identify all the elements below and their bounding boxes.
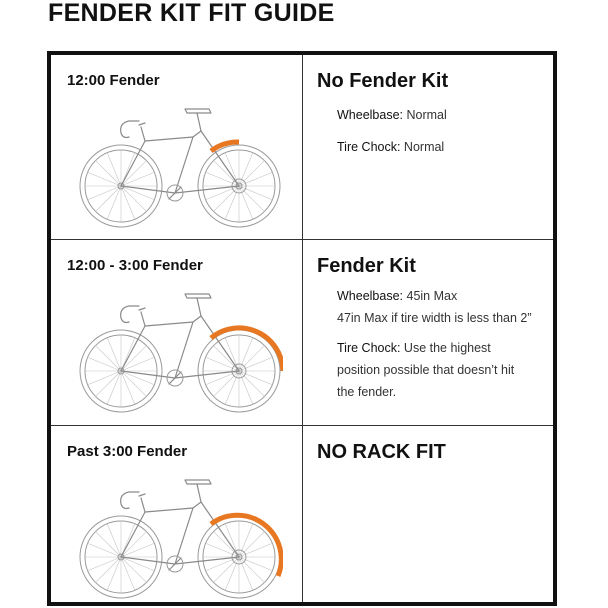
wheelbase-spec — [337, 104, 447, 126]
wheelbase-label: Wheelbase: — [337, 289, 404, 303]
bike-drawing — [80, 109, 280, 227]
tire-chock-spec — [337, 337, 514, 403]
bike-drawing — [80, 480, 280, 598]
bike-with-12-3-fender-illustration — [73, 280, 283, 420]
fit-cell-no-rack-fit — [303, 426, 553, 602]
fender-12-oclock — [211, 142, 239, 151]
wheelbase-note: 47in Max if tire width is less than 2” — [337, 311, 532, 325]
fit-result-title: No Fender Kit — [317, 70, 449, 92]
fit-cell-fender-kit — [303, 240, 553, 426]
tire-chock-value: Use the highest — [400, 341, 491, 355]
bike-with-past-3-fender-illustration — [73, 466, 283, 606]
wheelbase-value: 45in Max — [403, 289, 458, 303]
fit-result-title: Fender Kit — [317, 255, 416, 277]
tire-chock-label: Tire Chock: — [337, 140, 401, 154]
wheelbase-label: Wheelbase: — [337, 108, 404, 122]
tire-chock-value: Normal — [400, 140, 445, 154]
tire-chock-note-line: the fender. — [337, 385, 397, 399]
bike-drawing — [80, 294, 280, 412]
wheelbase-spec — [337, 285, 532, 329]
tire-chock-note-line: position possible that doesn’t hit — [337, 363, 515, 377]
fender-cell-past-3 — [51, 426, 303, 602]
fender-cell-12-3 — [51, 240, 303, 426]
fender-12-to-3-oclock — [211, 328, 283, 371]
fender-past-3-oclock — [211, 515, 281, 576]
fender-position-label: Past 3:00 Fender — [67, 443, 188, 460]
fender-position-label: 12:00 Fender — [67, 72, 160, 89]
tire-chock-spec — [337, 136, 444, 158]
fender-position-label: 12:00 - 3:00 Fender — [67, 257, 203, 274]
fit-cell-no-fender-kit — [303, 55, 553, 240]
page-title: FENDER KIT FIT GUIDE — [48, 0, 335, 27]
fender-cell-12 — [51, 55, 303, 240]
wheelbase-value: Normal — [403, 108, 447, 122]
fit-guide-table — [47, 51, 557, 606]
fit-result-title: NO RACK FIT — [317, 441, 446, 463]
bike-with-12-fender-illustration — [73, 95, 283, 235]
tire-chock-label: Tire Chock: — [337, 341, 401, 355]
